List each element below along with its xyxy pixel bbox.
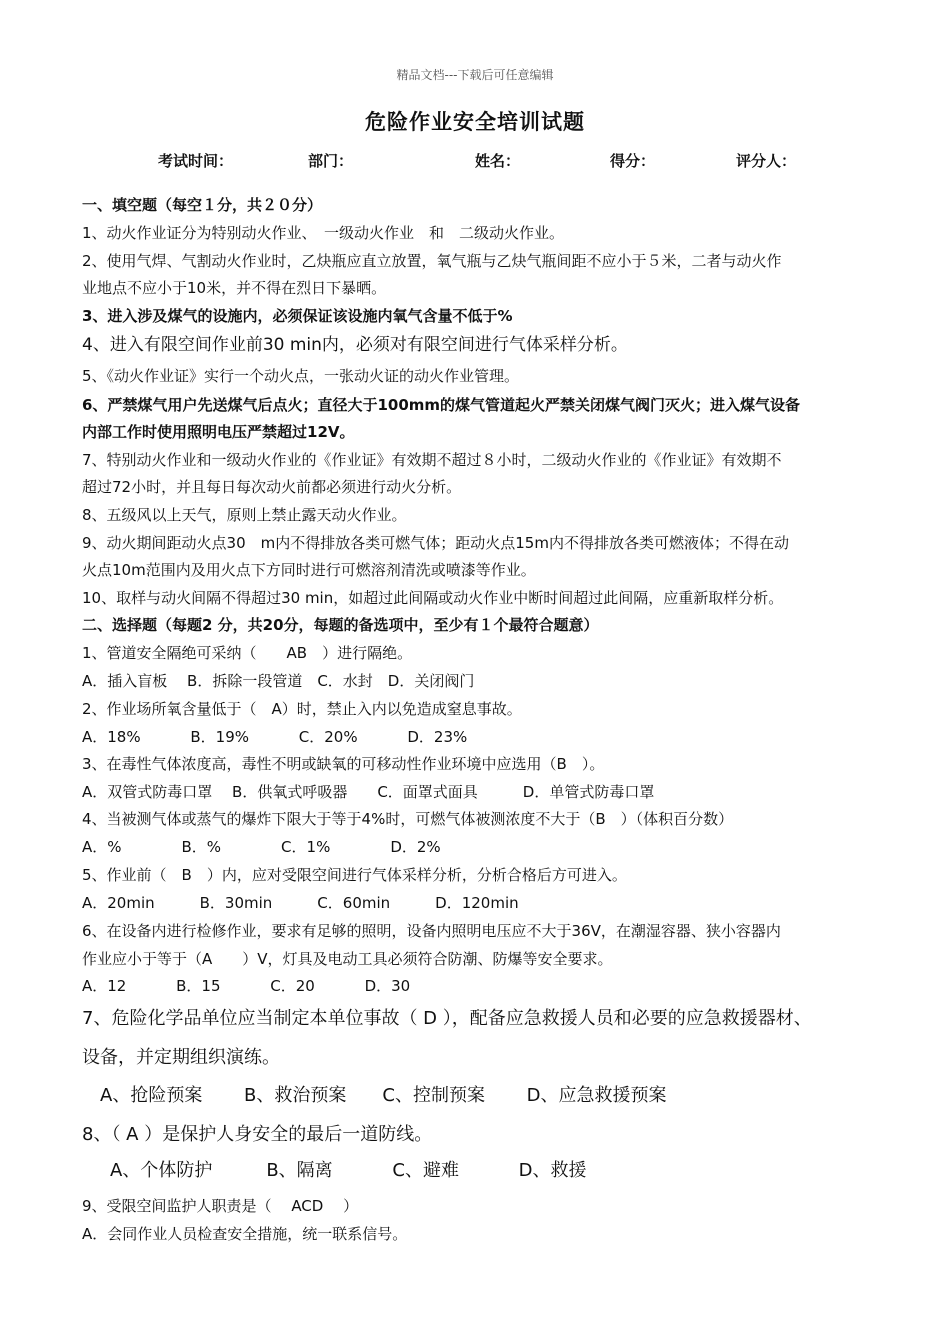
fill-question: 5、《动火作业证》实行一个动火点，一张动火证的动火作业管理。 <box>82 367 520 385</box>
fill-question: 3、进入涉及煤气的设施内，必须保证该设施内氧气含量不低于% <box>82 307 513 325</box>
grader-label: 评分人： <box>736 152 797 170</box>
fill-question-cont: 内部工作时使用照明电压严禁超过12V。 <box>82 423 355 441</box>
page-title: 危险作业安全培训试题 <box>365 110 585 134</box>
choice-question: 6、在设备内进行检修作业，要求有足够的照明，设备内照明电压应不大于36V，在潮湿容器、狭小容器内 <box>82 922 781 940</box>
fill-question: 7、特别动火作业和一级动火作业的《作业证》有效期不超过８小时，二级动火作业的《作业证》有效期不 <box>82 451 782 469</box>
fill-question: 10、取样与动火间隔不得超过30 min，如超过此间隔或动火作业中断时间超过此间隔，应重新取样分析。 <box>82 589 784 607</box>
exam-time-label: 考试时间： <box>158 152 234 170</box>
choice-question: 8、（ A ）是保护人身安全的最后一道防线。 <box>82 1124 433 1145</box>
choice-question: 9、受限空间监护人职责是（ ACD ） <box>82 1197 359 1215</box>
choice-question: 1、管道安全隔绝可采纳（ AB ）进行隔绝。 <box>82 644 413 662</box>
choice-options: A．20min B．30min C．60min D．120min <box>82 894 519 912</box>
fill-question: 8、五级风以上天气，原则上禁止露天动火作业。 <box>82 506 407 524</box>
choice-question: 4、当被测气体或蒸气的爆炸下限大于等于4%时，可燃气体被测浓度不大于（B ）（体积百分数） <box>82 810 734 828</box>
department-label: 部门： <box>308 152 354 170</box>
score-label: 得分： <box>610 152 656 170</box>
choice-options: A、抢险预案 B、救治预案 C、控制预案 D、应急救援预案 <box>100 1085 667 1106</box>
fill-question: 6、严禁煤气用户先送煤气后点火；直径大于100mm的煤气管道起火严禁关闭煤气阀门灭火；进入煤气设备 <box>82 396 801 414</box>
watermark: 精品文档---下载后可任意编辑 <box>396 68 554 82</box>
fill-question: 2、使用气焊、气割动火作业时，乙炔瓶应直立放置，氧气瓶与乙炔气瓶间距不应小于５米，二者与动火作 <box>82 252 782 270</box>
choice-question: 5、作业前（ B ）内，应对受限空间进行气体采样分析，分析合格后方可进入。 <box>82 866 627 884</box>
choice-question: 7、危险化学品单位应当制定本单位事故（ D ），配备应急救援人员和必要的应急救援器材、 <box>82 1008 812 1029</box>
choice-option: A．会同作业人员检查安全措施，统一联系信号。 <box>82 1225 408 1243</box>
choice-question: 3、在毒性气体浓度高，毒性不明或缺氧的可移动性作业环境中应选用（B ）。 <box>82 755 605 773</box>
fill-question-cont: 超过72小时，并且每日每次动火前都必须进行动火分析。 <box>82 478 462 496</box>
fill-question: 9、动火期间距动火点30 m内不得排放各类可燃气体；距动火点15m内不得排放各类可燃液体；不得在动 <box>82 534 789 552</box>
fill-question: 1、动火作业证分为特别动火作业、 一级动火作业 和 二级动火作业。 <box>82 224 565 242</box>
choice-options: A．12 B．15 C．20 D．30 <box>82 977 411 995</box>
choice-options: A．双管式防毒口罩 B．供氧式呼吸器 C．面罩式面具 D．单管式防毒口罩 <box>82 783 655 801</box>
choice-options: A．18% B．19% C．20% D．23% <box>82 728 468 746</box>
choice-question-cont: 设备，并定期组织演练。 <box>82 1047 280 1068</box>
choice-section-heading: 二、选择题（每题2 分，共20分，每题的备选项中，至少有１个最符合题意） <box>82 616 599 634</box>
name-label: 姓名： <box>475 152 521 170</box>
choice-question: 2、作业场所氧含量低于（ A）时，禁止入内以免造成窒息事故。 <box>82 700 522 718</box>
fill-section-heading: 一、填空题（每空１分，共２０分） <box>82 196 323 214</box>
fill-question-cont: 火点10m范围内及用火点下方同时进行可燃溶剂清洗或喷漆等作业。 <box>82 561 536 579</box>
choice-options: A．插入盲板 B．拆除一段管道 C．水封 D．关闭阀门 <box>82 672 475 690</box>
fill-question: 4、进入有限空间作业前30 min内，必须对有限空间进行气体采样分析。 <box>82 335 628 355</box>
choice-question-cont: 作业应小于等于（A ）V，灯具及电动工具必须符合防潮、防爆等安全要求。 <box>82 950 613 968</box>
choice-options: A．% B．% C．1% D．2% <box>82 838 441 856</box>
fill-question-cont: 业地点不应小于10米，并不得在烈日下暴晒。 <box>82 279 387 297</box>
choice-options: A、个体防护 B、隔离 C、避难 D、救援 <box>110 1160 587 1181</box>
